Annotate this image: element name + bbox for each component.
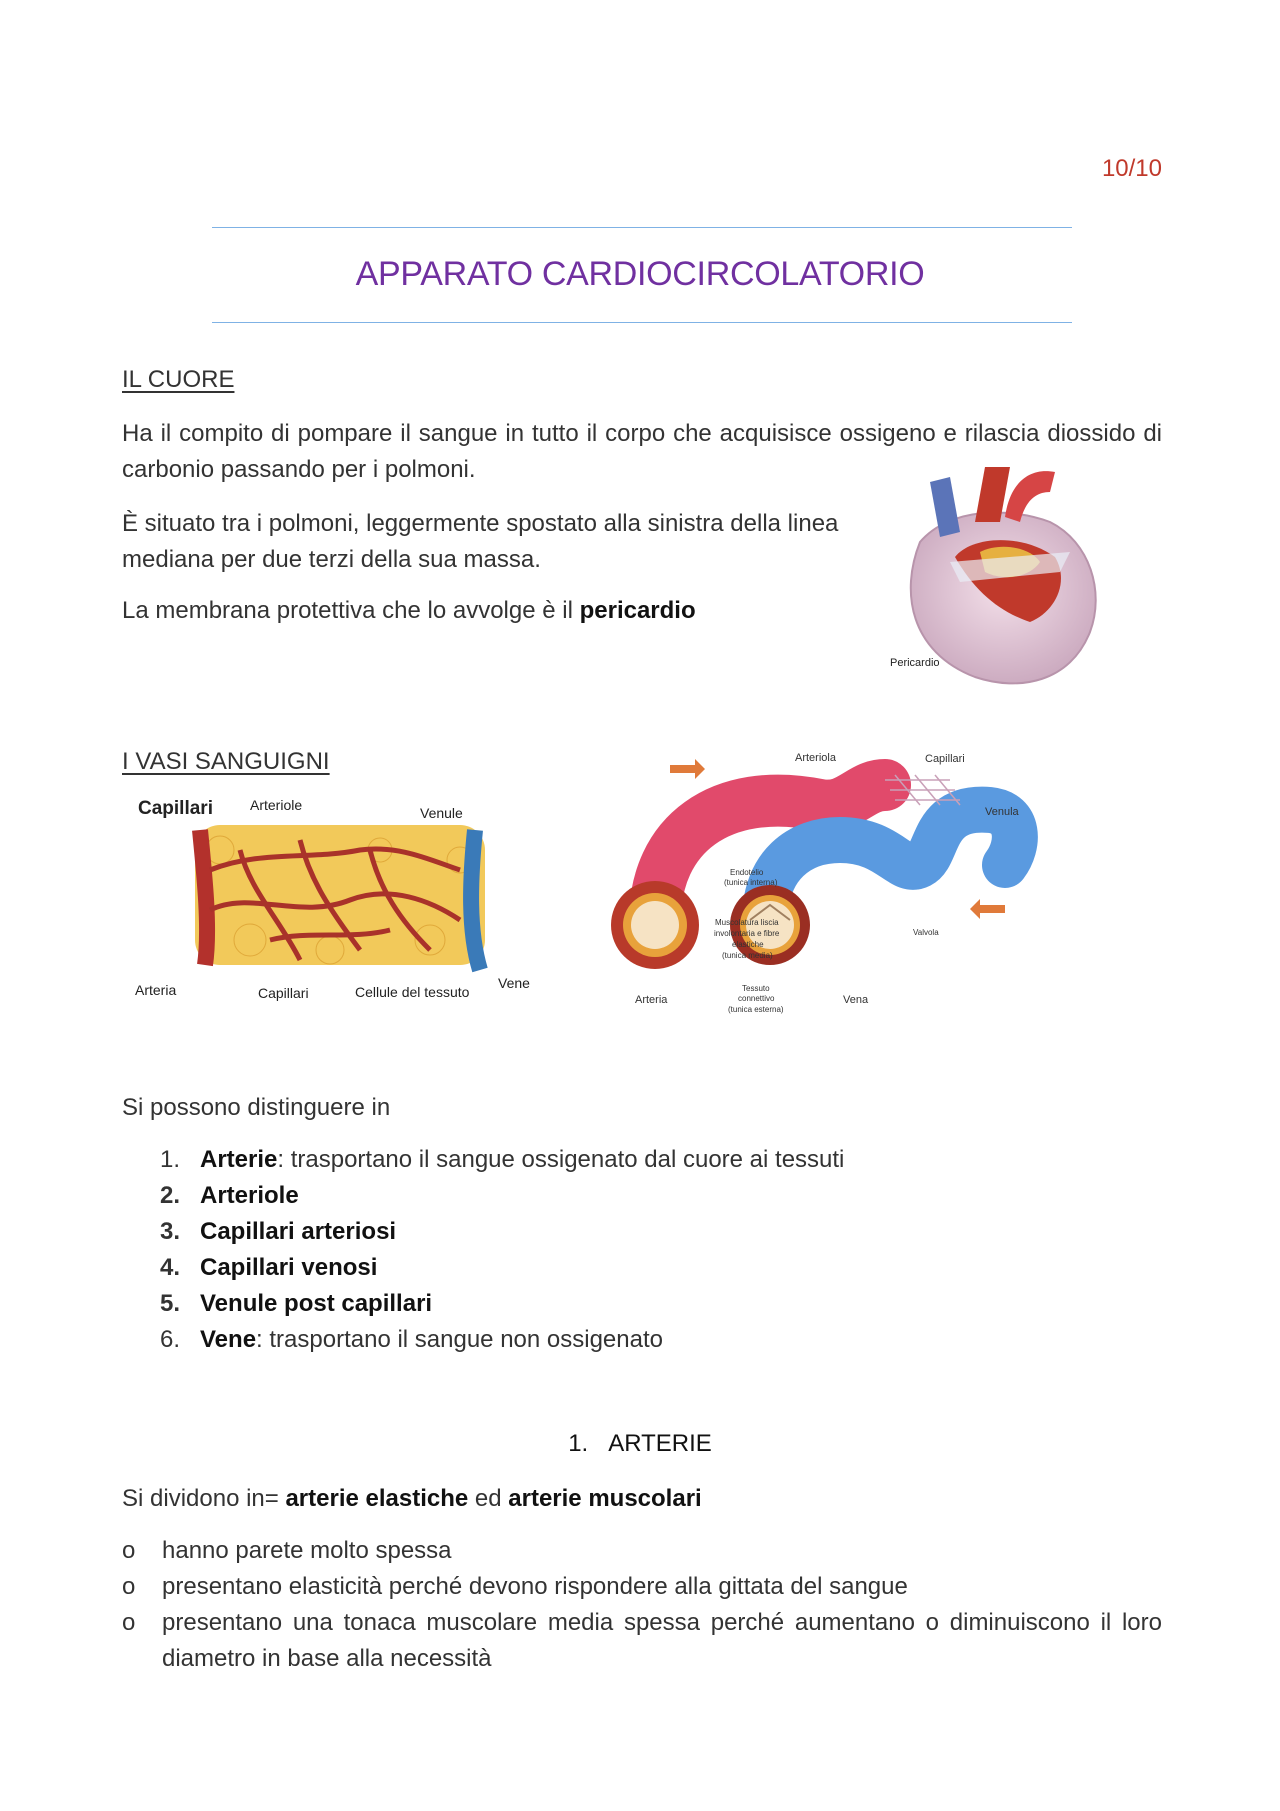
bullet-text: presentano una tonaca muscolare media spessa perché aumentano o diminuiscono il loro diametro in base alla necessità [162, 1609, 1162, 1672]
page-title: APPARATO CARDIOCIRCOLATORIO [355, 255, 925, 293]
cuore-p3-text: La membrana protettiva che lo avvolge è il [122, 597, 580, 624]
fig2-muscolatura-label-1: Muscolatura liscia [715, 918, 779, 927]
list-number: 2. [160, 1182, 181, 1209]
fig2-endotelio-label-2: (tunica interna) [724, 878, 778, 887]
fig2-endotelio-label-1: Endotelio [730, 868, 764, 877]
list-number: 5. [160, 1290, 181, 1317]
fig2-tessuto-label-1: Tessuto [742, 984, 770, 993]
fig1-cellule-label: Cellule del tessuto [355, 984, 470, 1000]
cuore-paragraph-2: È situato tra i polmoni, leggermente spostato alla sinistra della linea mediana per due terzi della sua massa. [122, 510, 839, 573]
arterie-elastiche-term: arterie elastiche [285, 1485, 469, 1512]
fig2-tessuto-label-2: connettivo [738, 994, 775, 1003]
fig1-venule-label: Venule [420, 805, 463, 821]
fig1-title: Capillari [138, 798, 213, 819]
vessel-list-item [160, 1286, 844, 1322]
fig1-arteria-label: Arteria [135, 982, 177, 998]
fig1-capillari-label: Capillari [258, 985, 309, 1001]
vessel-name: Venule post capillari [200, 1290, 433, 1317]
fig2-valvola-label: Valvola [913, 928, 939, 937]
bullet-text: hanno parete molto spessa [162, 1537, 452, 1564]
bullet-marker: o [122, 1609, 136, 1636]
vessel-list-item [160, 1214, 844, 1250]
list-number: 4. [160, 1254, 181, 1281]
capillary-bed-figure [130, 790, 550, 1005]
section-heading-arterie: 1. ARTERIE [568, 1430, 712, 1457]
fig2-muscolatura-label-4: (tunica media) [722, 951, 773, 960]
arterie-intro-mid: ed [468, 1485, 509, 1512]
section-heading-cuore: IL CUORE [122, 366, 235, 393]
bullet-text: presentano elasticità perché devono rispondere alla gittata del sangue [162, 1573, 908, 1600]
bullet-marker: o [122, 1537, 136, 1564]
cuore-paragraph-1: Ha il compito di pompare il sangue in tutto il corpo che acquisisce ossigeno e rilascia diossido di carbonio passando per i polmoni. [122, 420, 1162, 483]
vessel-list-item [160, 1322, 844, 1358]
page-number: 10/10 [1101, 155, 1162, 182]
arterie-bullet-list [122, 1533, 1162, 1677]
vessel-name: Capillari arteriosi [200, 1218, 397, 1245]
cuore-paragraph-3 [122, 593, 696, 629]
vessel-name: Arteriole [200, 1182, 299, 1209]
fig2-muscolatura-label-2: involontaria e fibre [714, 929, 780, 938]
title-rule-bottom [212, 322, 1072, 323]
fig2-arteriola-label: Arteriola [795, 752, 836, 764]
list-number: 6. [160, 1326, 181, 1353]
fig2-arteria-label: Arteria [635, 994, 668, 1006]
vessel-list-item [160, 1142, 844, 1178]
vessel-name: Vene [200, 1326, 257, 1353]
vessel-name: Capillari venosi [200, 1254, 378, 1281]
vessel-description: : trasportano il sangue ossigenato dal cuore ai tessuti [277, 1146, 845, 1173]
list-number: 1. [160, 1146, 181, 1173]
heart-pericardium-figure [880, 462, 1160, 692]
arterie-bullet-item [122, 1569, 1162, 1605]
pericardio-term: pericardio [579, 597, 696, 624]
arterie-bullet-item [122, 1605, 1162, 1677]
vessel-types-list [160, 1142, 844, 1358]
fig2-venula-label: Venula [985, 806, 1019, 818]
arterie-intro-text: Si dividono in= [122, 1485, 286, 1512]
vasi-intro: Si possono distinguere in [122, 1094, 391, 1121]
arterie-bullet-item [122, 1533, 1162, 1569]
vessel-name: Arterie [200, 1146, 278, 1173]
title-rule-top [212, 227, 1072, 228]
arterie-intro [122, 1481, 702, 1517]
artery-vein-figure [600, 745, 1040, 1025]
arterie-muscolari-term: arterie muscolari [508, 1485, 702, 1512]
list-number: 3. [160, 1218, 181, 1245]
vessel-list-item [160, 1178, 844, 1214]
vessel-list-item [160, 1250, 844, 1286]
pericardio-label: Pericardio [890, 657, 940, 669]
fig2-capillari-label: Capillari [925, 753, 965, 765]
vessel-description: : trasportano il sangue non ossigenato [256, 1326, 663, 1353]
fig2-vena-label: Vena [843, 994, 869, 1006]
fig1-vene-label: Vene [498, 975, 530, 991]
section-heading-vasi: I VASI SANGUIGNI [122, 748, 330, 775]
fig2-tessuto-label-3: (tunica esterna) [728, 1005, 784, 1014]
fig2-muscolatura-label-3: elastiche [732, 940, 764, 949]
fig1-arteriole-label: Arteriole [250, 797, 303, 813]
bullet-marker: o [122, 1573, 136, 1600]
